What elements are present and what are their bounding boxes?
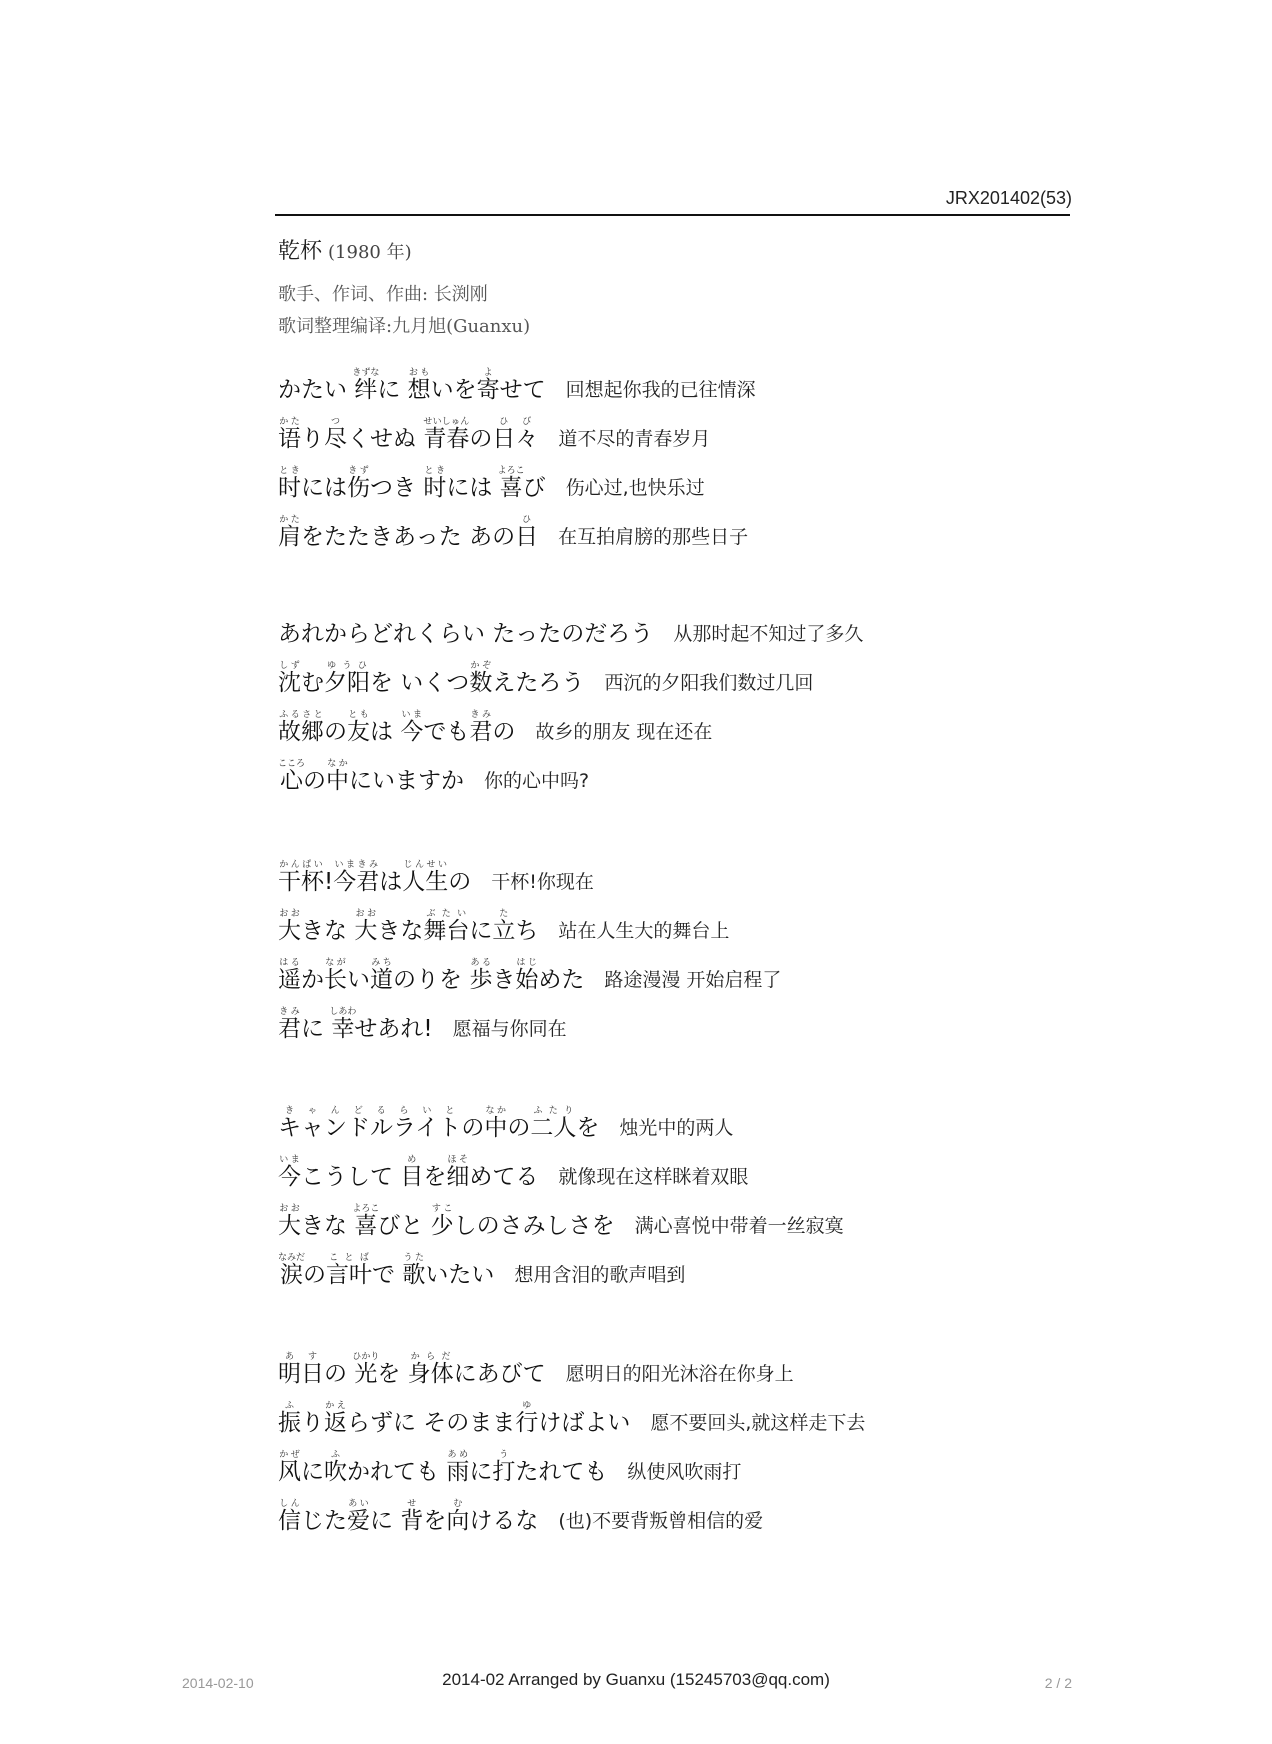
chinese-translation: 西沉的夕阳我们数过几回 [604,672,814,694]
song-year: (1980 年) [328,242,412,263]
document-code: JRX201402(53) [945,188,1072,208]
footer-date: 2014-02-10 [182,1675,254,1691]
stanza [278,1094,1078,1290]
header-rule [275,214,1070,216]
lyric-line [278,995,1078,1044]
lyric-line [278,649,1078,698]
lyric-line [278,747,1078,796]
chinese-translation: 站在人生大的舞台上 [558,920,730,942]
lyric-line [278,1487,1078,1536]
stanza [278,1340,1078,1536]
japanese-lyric: かたい 绊きずなに 想おもいを寄よせて [278,368,546,403]
japanese-lyric: 沈しずむ夕阳ゆうひを いくつ数かぞえたろう [278,661,585,696]
chinese-translation: 愿明日的阳光沐浴在你身上 [565,1363,794,1385]
japanese-lyric: 大おおきな 大おおきな舞台ぶたいに立たち [278,909,539,944]
japanese-lyric: 干杯かんぱい!今君いまきみは人生じんせいの [278,860,472,895]
japanese-lyric: 大おおきな 喜よろこびと 少すこしのさみしさを [278,1204,615,1239]
lyric-line [278,1438,1078,1487]
chinese-translation: 愿福与你同在 [452,1018,567,1040]
japanese-lyric: 心こころの中なかにいますか [278,759,464,794]
lyric-line [278,1143,1078,1192]
lyric-line [278,1192,1078,1241]
chinese-translation: 就像现在这样眯着双眼 [558,1166,749,1188]
footer-credit: 2014-02 Arranged by Guanxu (15245703@qq.com) [442,1670,830,1689]
chinese-translation: (也)不要背叛曾相信的爱 [558,1510,764,1532]
lyric-line [278,897,1078,946]
japanese-lyric: 肩かたをたたきあった あの日ひ [278,515,539,550]
chinese-translation: 想用含泪的歌声唱到 [514,1264,686,1286]
lyric-line [278,946,1078,995]
song-arranger: 歌词整理编译:九月旭(Guanxu) [278,316,531,337]
chinese-translation: 纵使风吹雨打 [627,1461,742,1483]
chinese-translation: 道不尽的青春岁月 [558,428,711,450]
japanese-lyric: 涙なみだの言叶ことばで 歌うたいたい [278,1253,495,1288]
stanza [278,848,1078,1044]
japanese-lyric: 遥はるか长ながい道みちのりを 歩あるき始はじめた [278,958,585,993]
chinese-translation: 伤心过,也快乐过 [565,477,705,499]
stanza [278,600,1078,796]
chinese-translation: 故乡的朋友 现在还在 [535,721,713,743]
japanese-lyric: あれからどれくらい たったのだろう [278,621,654,647]
lyric-line [278,698,1078,747]
chinese-translation: 满心喜悦中带着一丝寂寞 [634,1215,844,1237]
chinese-translation: 在互拍肩膀的那些日子 [558,526,749,548]
chinese-translation: 干杯!你现在 [491,871,594,893]
japanese-lyric: 今いまこうして 目めを细ほそめてる [278,1155,539,1190]
chinese-translation: 愿不要回头,就这样走下去 [650,1412,866,1434]
song-credits: 歌手、作词、作曲: 长渕刚 [278,284,488,305]
japanese-lyric: 语かたり尽つくせぬ 青春せいしゅんの日々ひび [278,417,539,452]
footer-page: 2 / 2 [1044,1675,1072,1691]
lyric-line [278,356,1078,405]
chinese-translation: 从那时起不知过了多久 [673,623,864,645]
japanese-lyric: 故郷ふるさとの友ともは 今いまでも君きみの [278,710,516,745]
lyric-line [278,600,1078,649]
chinese-translation: 烛光中的两人 [619,1117,734,1139]
japanese-lyric: 风かぜに吹ふかれても 雨あめに打うたれても [278,1450,608,1485]
lyric-line [278,503,1078,552]
lyric-line [278,1241,1078,1290]
lyric-line [278,454,1078,503]
japanese-lyric: 信しんじた爱あいに 背せを向むけるな [278,1499,539,1534]
japanese-lyric: 明日あすの 光ひかりを 身体からだにあびて [278,1352,546,1387]
song-title-text: 乾杯 [278,239,323,264]
japanese-lyric: 时ときには伤きずつき 时ときには 喜よろこび [278,466,546,501]
chinese-translation: 路途漫漫 开始启程了 [604,969,782,991]
lyric-line [278,1389,1078,1438]
song-title [278,234,412,265]
lyric-line [278,405,1078,454]
japanese-lyric: 君きみに 幸しあわせあれ! [278,1007,433,1042]
lyric-line [278,1094,1078,1143]
lyric-line [278,848,1078,897]
chinese-translation: 回想起你我的已往情深 [565,379,756,401]
japanese-lyric: キャンドルライトきゃんどるらいとの中なかの二人ふたりを [278,1106,600,1141]
japanese-lyric: 振ふり返かえらずに そのまま行ゆけばよい [278,1401,631,1436]
lyric-line [278,1340,1078,1389]
chinese-translation: 你的心中吗? [484,770,590,792]
stanza [278,356,1078,552]
